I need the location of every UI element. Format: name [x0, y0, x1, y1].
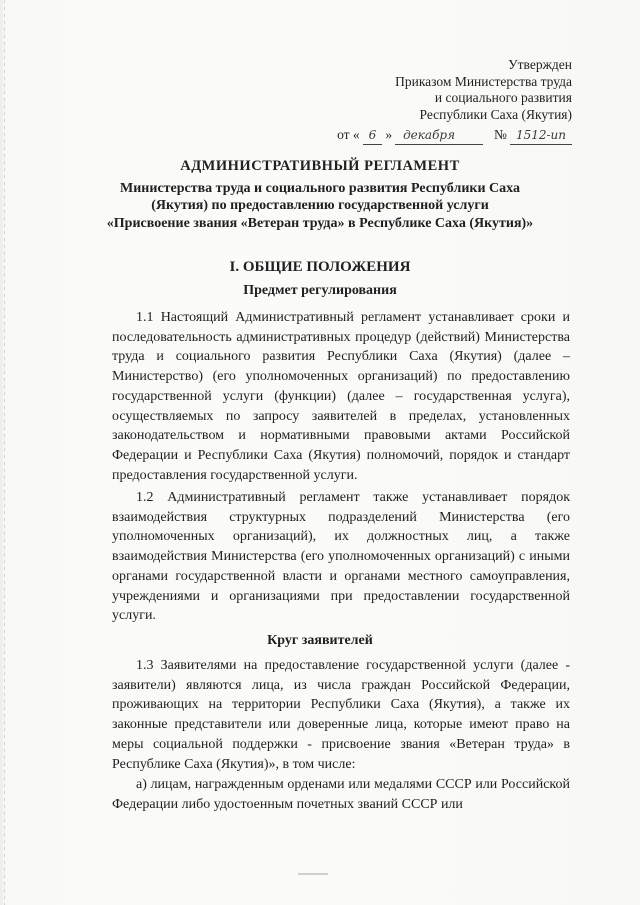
- number-label: №: [494, 127, 507, 142]
- title-line-3: (Якутия) по предоставлению государственной услуги: [151, 198, 489, 213]
- title-line-2: Министерства труда и социального развития Республики Саха: [120, 180, 520, 196]
- approval-date: [312, 127, 572, 145]
- title-line-4: «Присвоение звания «Ветеран труда» в Республике Саха (Якутия)»: [106, 215, 534, 231]
- paragraph-1-3: 1.3 Заявителями на предоставление государственной услуги (далее - заявители) являются лица, из числа граждан Российской Федерации, проживающих на территории Республики Саха (Якутия), а также их законные представители или доверенные лица, которые имеют право на меры социальной поддержки - присвоение звания «Ветеран труда» в Республике Саха (Якутия)», в том числе:: [112, 658, 570, 772]
- subject-heading: Предмет регулирования: [243, 283, 397, 298]
- approval-line-1: Утвержден: [508, 57, 572, 72]
- date-month: декабря: [395, 127, 483, 145]
- date-mid: »: [385, 127, 393, 142]
- approval-line-3: и социального развития: [434, 90, 572, 105]
- date-day: 6: [363, 127, 383, 145]
- order-number: 1512-ип: [510, 127, 572, 145]
- title-main: АДМИНИСТРАТИВНЫЙ РЕГЛАМЕНТ: [180, 158, 460, 174]
- paragraph-a: а) лицам, награжденным орденами или медалями СССР или Российской Федерации либо удостоенным почетных званий СССР или: [112, 777, 570, 812]
- paragraph-1-1: 1.1 Настоящий Административный регламент устанавливает сроки и последовательность административных процедур (действий) Министерства труда и социального развития Республики Саха (Якутия) (далее – Министерство) (его уполномоченных организаций) по предоставлению государственной услуги (функции) (далее – государственная услуга), осуществляемых по запросу заявителей в пределах, установленных законодательством и нормативными правовыми актами Российской Федерации и Республики Саха (Якутия) полномочий, порядок и стандарт предоставления государственной услуги.: [112, 310, 570, 483]
- paragraph-1-2: 1.2 Административный регламент также устанавливает порядок взаимодействия структурных подразделений Министерства (его уполномоченных организаций), их должностных лиц, а также взаимодействия Министерства (его уполномоченных организаций) с иными органами государственной власти и органами местного самоуправления, учреждениями и организациями при предоставлении государственной услуги.: [112, 490, 570, 624]
- section-heading: I. ОБЩИЕ ПОЛОЖЕНИЯ: [229, 259, 411, 275]
- applicants-heading: Круг заявителей: [267, 633, 373, 648]
- scan-edge: [4, 0, 5, 905]
- approval-line-4: Республики Саха (Якутия): [419, 106, 572, 122]
- approval-line-2: Приказом Министерства труда: [395, 73, 572, 89]
- approval-stamp: [312, 57, 572, 145]
- document-title: [95, 158, 545, 232]
- scan-artifact: [298, 873, 328, 875]
- date-prefix: от «: [337, 127, 360, 142]
